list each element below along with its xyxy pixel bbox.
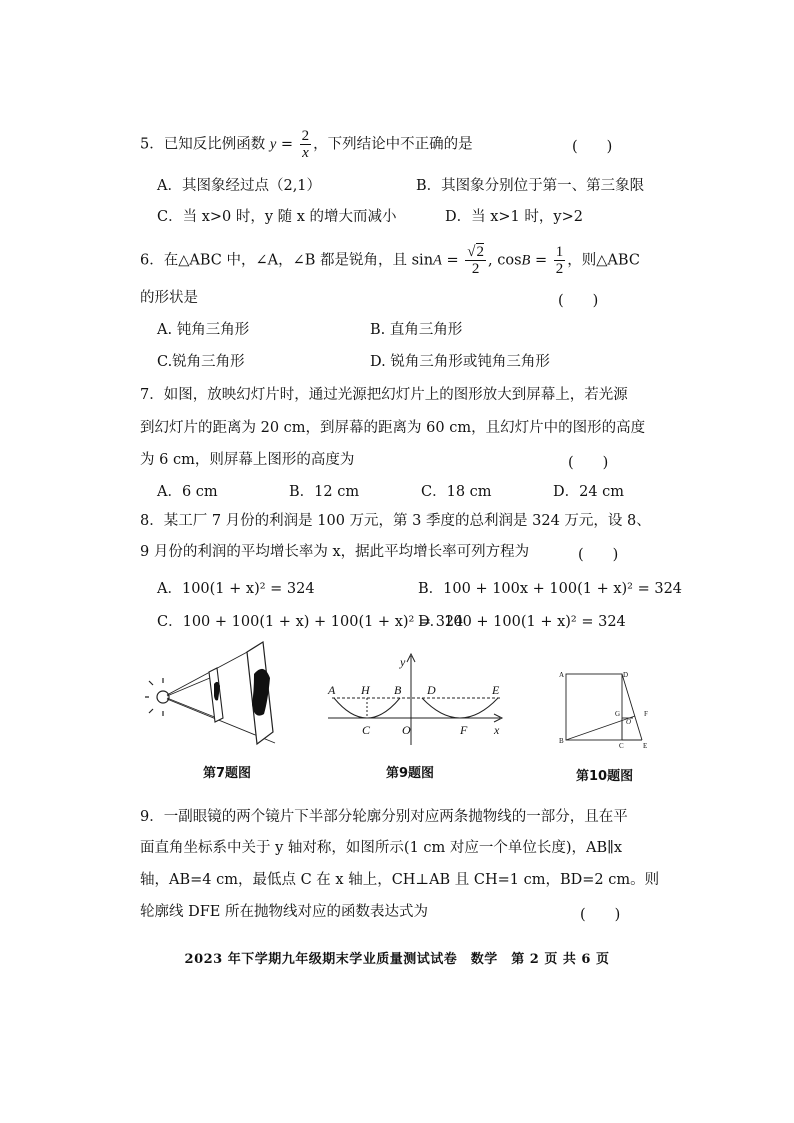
q8-option-a: A．100(1 + x)² = 324 xyxy=(157,581,315,597)
right-parabola xyxy=(422,698,498,718)
q6-option-d: D. 锐角三角形或钝角三角形 xyxy=(370,354,550,370)
fig9-label-y: y xyxy=(400,655,406,669)
fig10-label-c: C xyxy=(619,742,624,750)
q6-sqrt-arg: 2 xyxy=(476,244,485,260)
q6-stem-line2: 的形状是 xyxy=(140,290,198,306)
q8-answer-paren: ( ) xyxy=(578,547,619,563)
q7-option-b: B．12 cm xyxy=(289,484,360,500)
q7-stem-line1: 7．如图，放映幻灯片时，通过光源把幻灯片上的图形放大到屏幕上，若光源 xyxy=(140,387,628,403)
page-footer: 2023 年下学期九年级期末学业质量测试试卷 数学 第 2 页 共 6 页 xyxy=(184,952,610,967)
figure-9-caption: 第9题图 xyxy=(386,766,435,781)
q7-option-c: C．18 cm xyxy=(421,484,492,500)
q5-option-b: B．其图象分别位于第一、第三象限 xyxy=(416,178,645,194)
q5-answer-paren: ( ) xyxy=(572,139,613,155)
q5-var: y xyxy=(269,136,277,153)
q6-fraction-sin xyxy=(465,244,486,277)
fig9-label-x: x xyxy=(494,723,500,737)
figure-10-square xyxy=(557,668,657,754)
q5-option-c: C．当 x>0 时，y 随 x 的增大而减小 xyxy=(157,209,397,225)
fig10-label-b: B xyxy=(559,737,564,745)
q7-answer-paren: ( ) xyxy=(568,455,609,471)
segment-de xyxy=(622,674,642,740)
q8-stem-line1: 8．某工厂 7 月份的利润是 100 万元，第 3 季度的总利润是 324 万元，设 8、 xyxy=(140,513,651,529)
q6-angle-b: B xyxy=(521,252,531,269)
fig10-label-f: F xyxy=(644,710,648,718)
q5-fraction-num: 2 xyxy=(301,128,310,144)
q5-eq: = xyxy=(276,136,298,153)
q6-suffix: ，则△ABC xyxy=(567,252,640,269)
fig10-label-e: E xyxy=(643,742,648,750)
q5-fraction-den: x xyxy=(302,145,309,161)
q6-fraction-cos-num: 1 xyxy=(555,244,564,260)
q9-stem-line4: 轮廓线 DFE 所在抛物线对应的函数表达式为 xyxy=(140,904,428,920)
q8-option-d: D．100 + 100(1 + x)² = 324 xyxy=(418,614,626,630)
q8-option-c: C．100 + 100(1 + x) + 100(1 + x)² = 324 xyxy=(157,614,464,630)
q6-fraction-cos-den: 2 xyxy=(555,261,564,277)
fig9-label-e: E xyxy=(492,683,500,697)
q5-option-d: D．当 x>1 时，y>2 xyxy=(445,209,583,225)
figure-9-parabolas xyxy=(320,650,510,750)
fig10-label-o: O xyxy=(626,718,632,726)
q9-answer-paren: ( ) xyxy=(580,907,621,923)
fig9-label-c: C xyxy=(362,723,371,737)
q9-stem-line1: 9．一副眼镜的两个镜片下半部分轮廓分别对应两条抛物线的一部分，且在平 xyxy=(140,809,628,825)
figure-7-caption: 第7题图 xyxy=(203,766,252,781)
q5-fraction xyxy=(300,128,312,161)
q9-stem-line2: 面直角坐标系中关于 y 轴对称，如图所示(1 cm 对应一个单位长度)，AB∥x xyxy=(140,840,623,856)
q8-option-b: B．100 + 100x + 100(1 + x)² = 324 xyxy=(418,581,683,597)
q7-option-d: D．24 cm xyxy=(553,484,625,500)
q6-option-a: A. 钝角三角形 xyxy=(157,322,250,338)
q5-prefix: 5．已知反比例函数 xyxy=(140,136,270,153)
q6-angle-a: A xyxy=(433,252,442,269)
fig9-label-o: O xyxy=(402,723,411,737)
q6-stem xyxy=(140,244,640,277)
fig10-label-d: D xyxy=(623,671,629,679)
q6-prefix: 6．在△ABC 中，∠A，∠B 都是锐角，且 sin xyxy=(140,252,434,269)
q6-mid: , cos xyxy=(488,252,522,269)
segment-bf xyxy=(566,716,635,740)
fig10-label-g: G xyxy=(615,710,621,718)
figure-10-caption: 第10题图 xyxy=(576,769,634,784)
fig9-label-b: B xyxy=(394,683,402,697)
q9-stem-line3: 轴，AB=4 cm，最低点 C 在 x 轴上，CH⊥AB 且 CH=1 cm，BD=2 cm。则 xyxy=(140,872,660,888)
q6-eq1: = xyxy=(441,252,464,269)
q5-stem xyxy=(140,128,473,161)
q6-answer-paren: ( ) xyxy=(558,293,599,309)
q6-fraction-cos xyxy=(554,244,566,277)
light-source-icon xyxy=(145,678,169,716)
q8-stem-line2: 9 月份的利润的平均增长率为 x，据此平均增长率可列方程为 xyxy=(140,544,530,560)
q6-fraction-sin-num: √2 xyxy=(467,244,485,260)
q5-suffix: ，下列结论中不正确的是 xyxy=(313,136,473,153)
fig9-label-a: A xyxy=(328,683,336,697)
q6-fraction-sin-den: 2 xyxy=(471,261,480,277)
q7-option-a: A．6 cm xyxy=(157,484,218,500)
q7-stem-line2: 到幻灯片的距离为 20 cm，到屏幕的距离为 60 cm，且幻灯片中的图形的高度 xyxy=(140,420,646,436)
q5-option-a: A．其图象经过点（2,1） xyxy=(157,178,322,194)
q6-eq2: = xyxy=(530,252,552,269)
q6-option-c: C.锐角三角形 xyxy=(157,354,245,370)
q6-option-b: B. 直角三角形 xyxy=(370,322,463,338)
fig10-label-a: A xyxy=(559,671,565,679)
fig9-label-d: D xyxy=(427,683,436,697)
fig9-label-h: H xyxy=(361,683,370,697)
fig9-label-f: F xyxy=(460,723,468,737)
q7-stem-line3: 为 6 cm，则屏幕上图形的高度为 xyxy=(140,452,355,468)
figure-7-projector xyxy=(145,640,285,750)
